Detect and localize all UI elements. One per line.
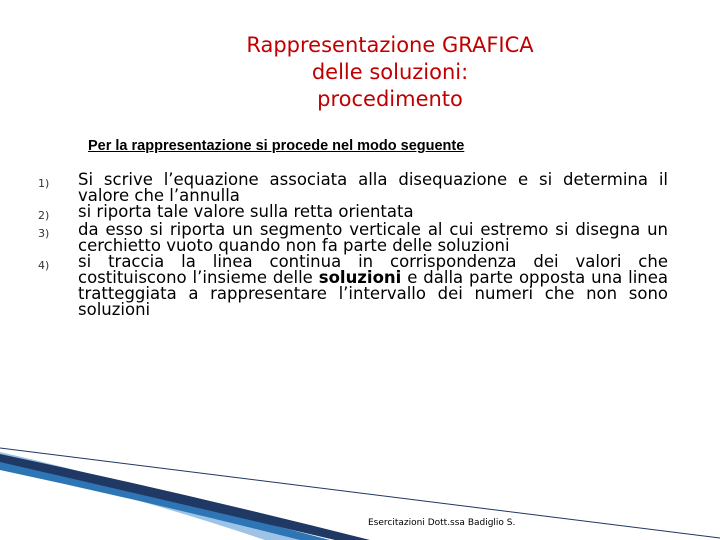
step-text-part: e dalla parte opposta una linea tratteggiata a rappresentare l’intervallo dei numeri che non sono soluzioni <box>78 268 668 319</box>
decorative-swoosh <box>0 440 720 540</box>
step-text-part: si traccia la linea continua in corrispondenza dei valori che costituiscono l’insieme delle <box>78 252 668 287</box>
step-number: 1) <box>38 177 50 190</box>
slide-title <box>190 32 590 113</box>
footer-credit: Esercitazioni Dott.ssa Badiglio S. <box>368 518 516 528</box>
steps-list <box>38 172 668 318</box>
step-text-bold: soluzioni <box>318 268 402 287</box>
step-item-4 <box>38 254 668 318</box>
slide-subtitle: Per la rappresentazione si procede nel modo seguente <box>88 138 465 154</box>
step-item-3 <box>38 222 668 254</box>
step-text: da esso si riporta un segmento verticale al cui estremo si disegna un cerchietto vuoto quando non fa parte delle soluzioni <box>78 220 668 255</box>
step-item-1 <box>38 172 668 204</box>
slide-title-line-2: delle soluzioni: <box>311 60 469 84</box>
step-text: si riporta tale valore sulla retta orientata <box>78 202 414 221</box>
step-text <box>78 254 668 318</box>
step-text: Si scrive l’equazione associata alla disequazione e si determina il valore che l’annulla <box>78 170 668 205</box>
swoosh-dark-band <box>0 454 370 540</box>
step-number: 2) <box>38 209 50 222</box>
step-number: 3) <box>38 227 50 240</box>
step-number: 4) <box>38 259 50 272</box>
slide-title-line-3: procedimento <box>317 87 463 111</box>
slide-title-line-1: Rappresentazione GRAFICA <box>246 33 534 57</box>
